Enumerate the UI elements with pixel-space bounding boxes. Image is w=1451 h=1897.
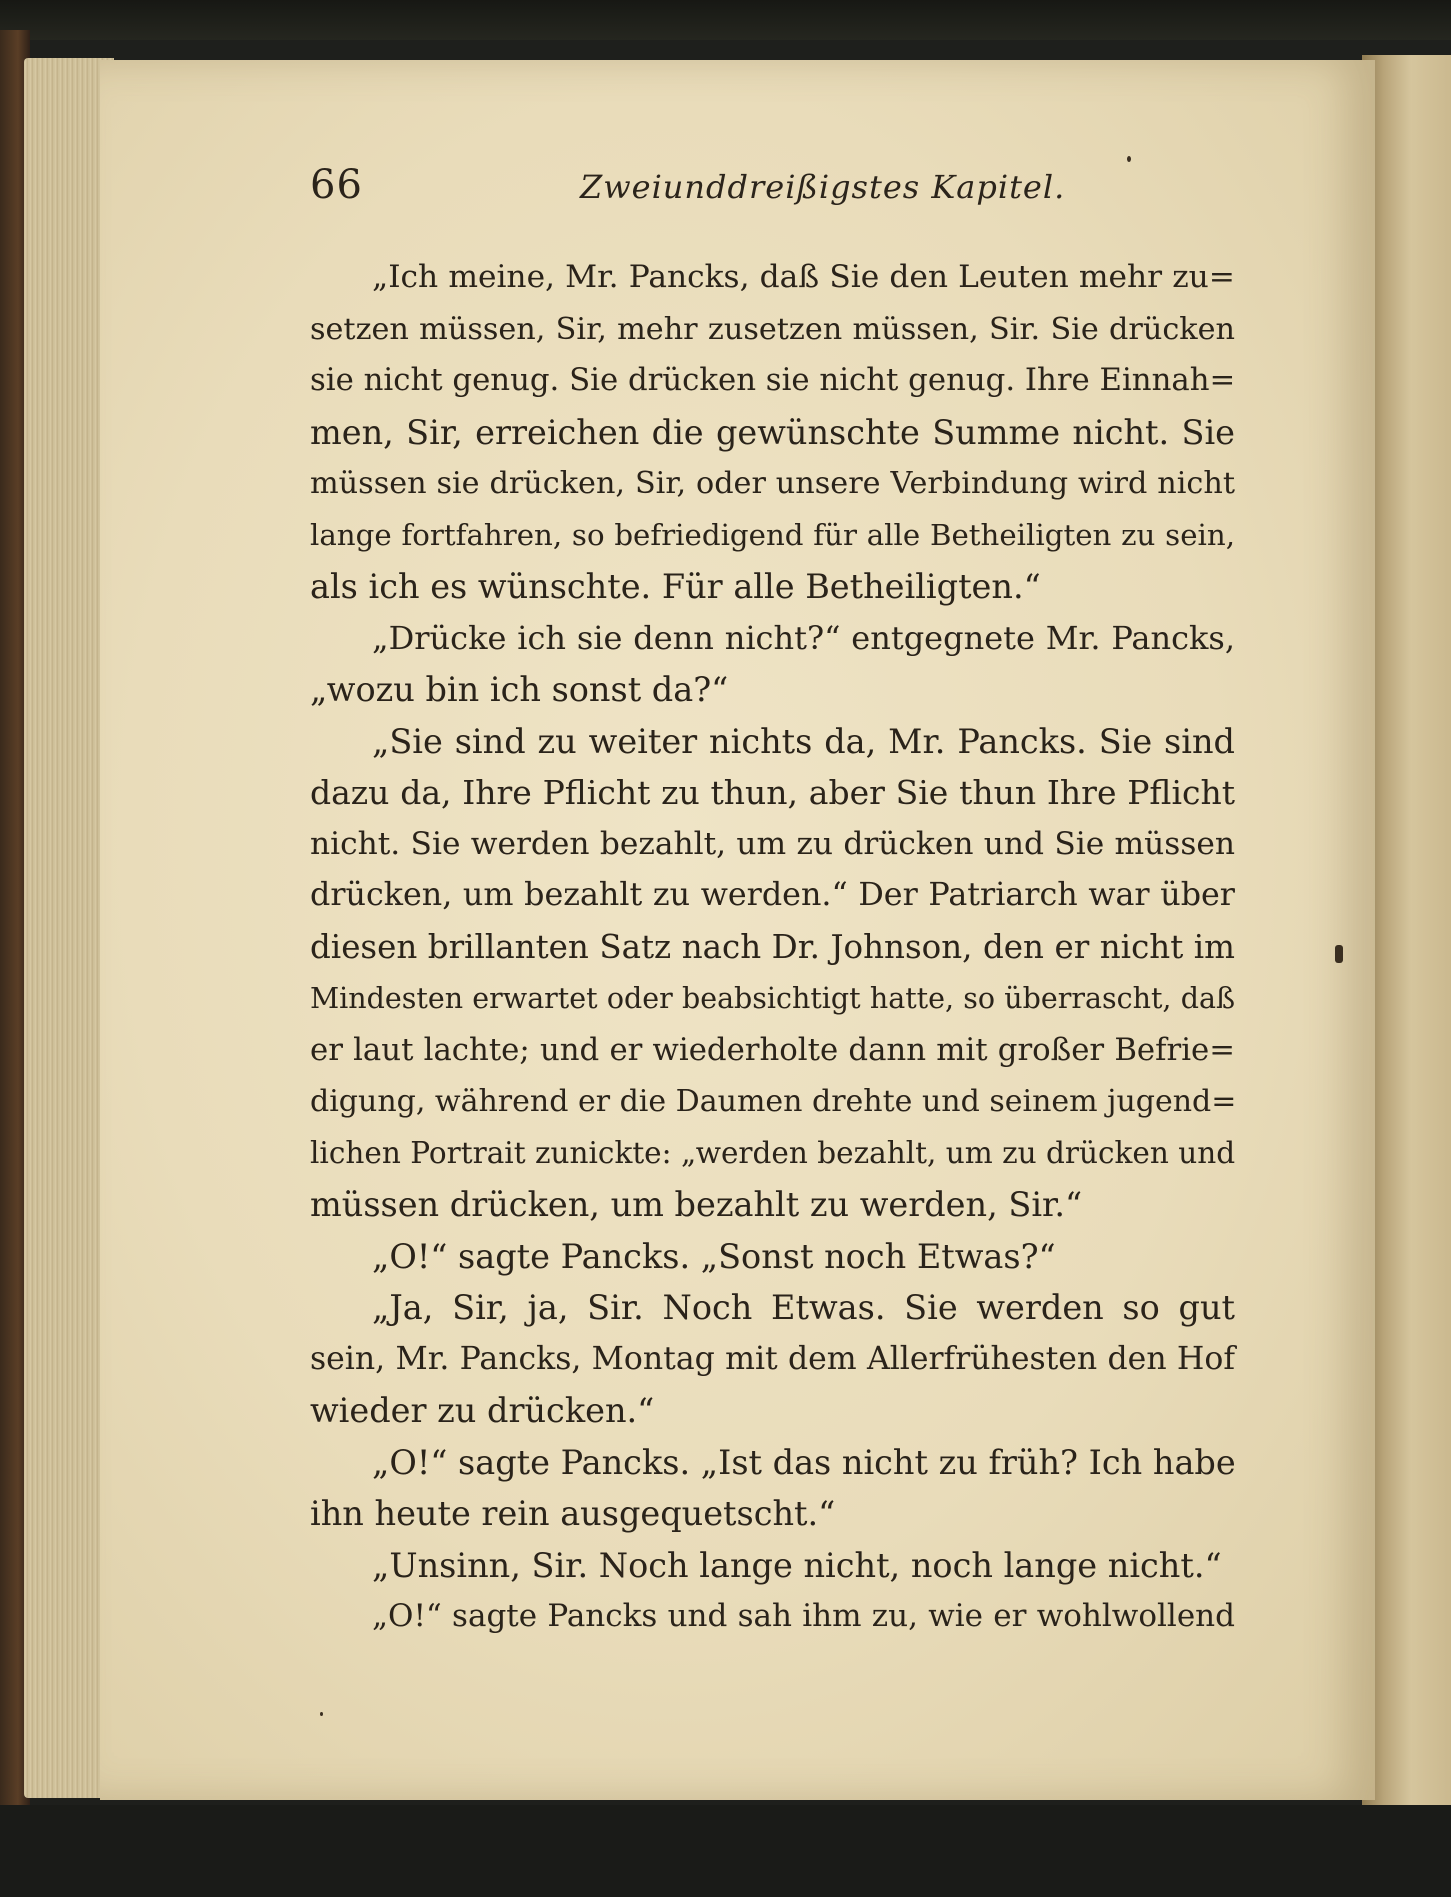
text-line: sein, Mr. Pancks, Montag mit dem Allerfrühesten den Hof — [310, 1340, 1235, 1377]
binding-top-edge — [0, 0, 1451, 40]
text-line: „Drücke ich sie denn nicht?“ entgegnete Mr. Pancks, — [372, 618, 1235, 657]
text-line: ihn heute rein ausgequetscht.“ — [310, 1494, 836, 1533]
text-line: „Unsinn, Sir. Noch lange nicht, noch lange nicht.“ — [372, 1545, 1222, 1585]
paper-speck — [320, 1712, 323, 1716]
ink-mark — [1335, 945, 1343, 963]
text-line: „O!“ sagte Pancks. „Ist das nicht zu früh? Ich habe — [372, 1442, 1236, 1482]
page-header — [310, 162, 1230, 222]
text-line: drücken, um bezahlt zu werden.“ Der Patriarch war über — [310, 877, 1235, 913]
text-line: müssen drücken, um bezahlt zu werden, Sir.“ — [310, 1185, 1083, 1224]
text-line: müssen sie drücken, Sir, oder unsere Verbindung wird nicht — [310, 466, 1235, 501]
paragraph — [310, 613, 1235, 716]
text-line: men, Sir, erreichen die gewünschte Summe nicht. Sie — [310, 412, 1235, 452]
text-line: setzen müssen, Sir, mehr zusetzen müssen, Sir. Sie drücken — [310, 311, 1235, 347]
text-line: diesen brillanten Satz nach Dr. Johnson, den er nicht im — [310, 927, 1235, 966]
text-line: dazu da, Ihre Pflicht zu thun, aber Sie thun Ihre Pflicht — [310, 773, 1235, 812]
text-line: lichen Portrait zunickte: „werden bezahlt, um zu drücken und — [310, 1135, 1236, 1170]
running-head: Zweiunddreißigstes Kapitel. — [580, 168, 1066, 206]
text-line: „Sie sind zu weiter nichts da, Mr. Pancks. Sie sind — [372, 721, 1235, 761]
text-line: „O!“ sagte Pancks und sah ihm zu, wie er wohlwollend — [372, 1598, 1235, 1634]
page-number: 66 — [310, 162, 363, 208]
text-line: „O!“ sagte Pancks. „Sonst noch Etwas?“ — [372, 1236, 1056, 1276]
body-text — [310, 252, 1235, 1643]
paragraph — [310, 1231, 1235, 1283]
text-line: sie nicht genug. Sie drücken sie nicht genug. Ihre Einnah= — [310, 362, 1236, 398]
paragraph — [310, 1282, 1235, 1437]
paragraph — [310, 252, 1235, 613]
text-line: nicht. Sie werden bezahlt, um zu drücken und Sie müssen — [310, 825, 1235, 862]
text-line: digung, während er die Daumen drehte und seinem jugend= — [310, 1084, 1237, 1119]
text-line: Mindesten erwartet oder beabsichtigt hatte, so überrascht, daß — [310, 982, 1235, 1015]
text-line: wieder zu drücken.“ — [310, 1391, 655, 1430]
paragraph — [310, 1437, 1235, 1540]
paragraph — [310, 1591, 1235, 1643]
text-line: „wozu bin ich sonst da?“ — [310, 670, 729, 709]
text-line: „Ich meine, Mr. Pancks, daß Sie den Leuten mehr zu= — [372, 259, 1235, 295]
paragraph — [310, 716, 1235, 1231]
text-line: lange fortfahren, so befriedigend für alle Betheiligten zu sein, — [310, 517, 1235, 552]
paragraph — [310, 1540, 1235, 1592]
book-gutter — [1362, 55, 1451, 1815]
text-line: „Ja, Sir, ja, Sir. Noch Etwas. Sie werden so gut — [372, 1288, 1235, 1327]
text-line: als ich es wünschte. Für alle Betheiligten.“ — [310, 567, 1041, 606]
binding-bottom-edge — [0, 1805, 1451, 1897]
text-line: er laut lachte; und er wiederholte dann mit großer Befrie= — [310, 1031, 1235, 1068]
